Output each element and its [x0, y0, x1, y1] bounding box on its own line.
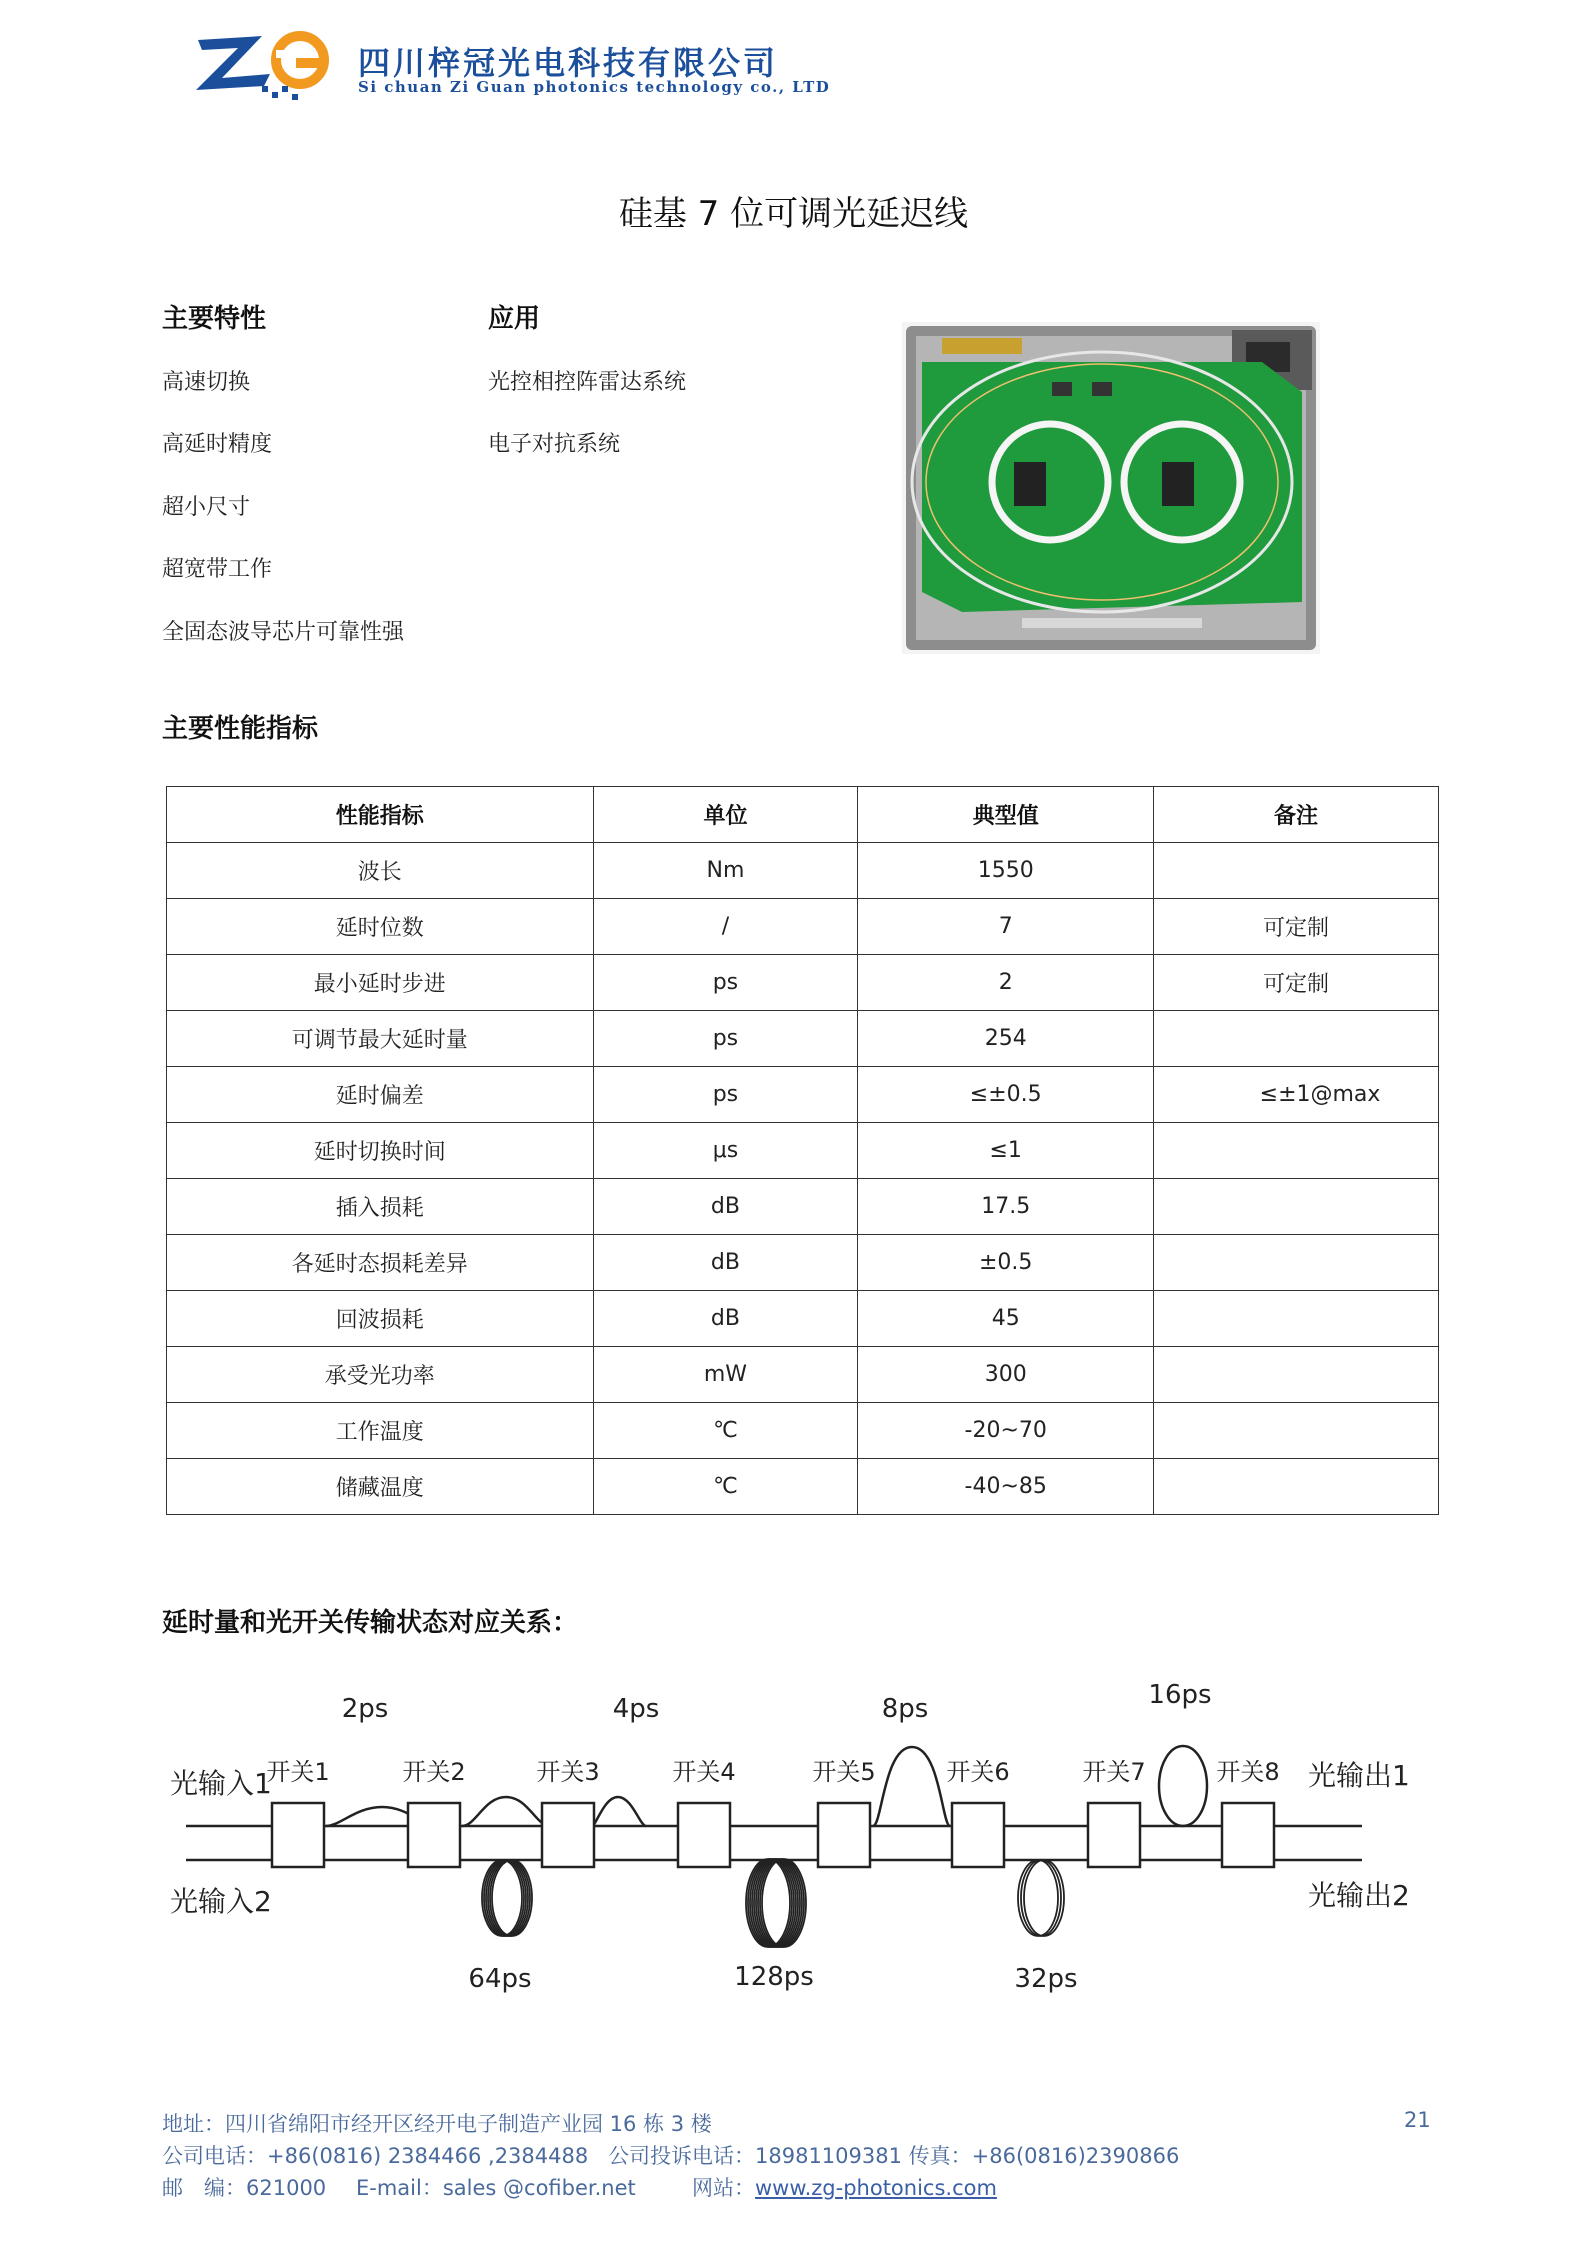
table-cell: 波长 [167, 843, 594, 899]
footer-website [692, 2172, 997, 2202]
switch-label: 开关1 [266, 1758, 330, 1786]
switch-label: 开关6 [946, 1758, 1010, 1786]
switch-box [408, 1803, 460, 1867]
table-cell: ℃ [593, 1403, 858, 1459]
table-cell [1154, 1123, 1439, 1179]
switch-label: 开关2 [402, 1758, 466, 1786]
features-heading: 主要特性 [162, 304, 267, 334]
table-cell: 300 [858, 1347, 1154, 1403]
delay-label: 64ps [468, 1964, 532, 1994]
table-cell [1154, 1403, 1439, 1459]
specs-heading: 主要性能指标 [162, 714, 319, 744]
table-cell: 254 [858, 1011, 1154, 1067]
footer-email: E-mail：sales @cofiber.net [356, 2176, 636, 2200]
feature-item: 全固态波导芯片可靠性强 [162, 620, 405, 645]
switch-box [1088, 1803, 1140, 1867]
company-name-en: Si chuan Zi Guan photonics technology co., LTD [358, 78, 831, 96]
table-cell: ±0.5 [858, 1235, 1154, 1291]
table-row [167, 1347, 1439, 1403]
diagram-heading: 延时量和光开关传输状态对应关系： [162, 1608, 579, 1638]
application-item: 光控相控阵雷达系统 [488, 370, 687, 395]
table-cell: 工作温度 [167, 1403, 594, 1459]
table-cell: 延时偏差 [167, 1067, 594, 1123]
table-cell: 45 [858, 1291, 1154, 1347]
delay-label: 32ps [1014, 1964, 1078, 1994]
table-cell: 最小延时步进 [167, 955, 594, 1011]
website-label: 网站： [692, 2176, 755, 2200]
table-row [167, 1403, 1439, 1459]
table-cell: ps [593, 1067, 858, 1123]
table-cell: μs [593, 1123, 858, 1179]
table-cell: 储藏温度 [167, 1459, 594, 1515]
website-link[interactable]: www.zg-photonics.com [755, 2176, 997, 2200]
switch-label: 开关4 [672, 1758, 736, 1786]
product-photo [902, 322, 1320, 654]
switch-box [818, 1803, 870, 1867]
page-title: 硅基 7 位可调光延迟线 [618, 194, 969, 234]
switch-label: 开关8 [1216, 1758, 1280, 1786]
footer-postcode: 邮 编：621000 [162, 2176, 327, 2200]
table-cell: 延时切换时间 [167, 1123, 594, 1179]
table-row [167, 1123, 1439, 1179]
table-cell: ≤1 [858, 1123, 1154, 1179]
delay-switch-diagram [160, 1655, 1420, 2025]
table-row [167, 1235, 1439, 1291]
table-cell: Nm [593, 843, 858, 899]
switch-box [952, 1803, 1004, 1867]
table-cell [1154, 1291, 1439, 1347]
footer-complaint-fax: 公司投诉电话：18981109381 传真：+86(0816)2390866 [608, 2144, 1180, 2168]
table-row [167, 899, 1439, 955]
input-2-label: 光输入2 [170, 1885, 272, 1918]
table-cell: 可定制 [1154, 899, 1439, 955]
feature-item: 超宽带工作 [162, 557, 273, 582]
switch-label: 开关7 [1082, 1758, 1146, 1786]
company-name-cn: 四川梓冠光电科技有限公司 [358, 44, 779, 82]
table-cell: -40~85 [858, 1459, 1154, 1515]
feature-item: 超小尺寸 [162, 495, 251, 520]
company-logo [192, 30, 344, 105]
table-row [167, 1459, 1439, 1515]
table-cell: 各延时态损耗差异 [167, 1235, 594, 1291]
switch-label: 开关5 [812, 1758, 876, 1786]
table-row [167, 955, 1439, 1011]
column-header: 单位 [593, 787, 858, 843]
table-cell: 插入损耗 [167, 1179, 594, 1235]
table-cell: 回波损耗 [167, 1291, 594, 1347]
column-header: 性能指标 [167, 787, 594, 843]
footer-address: 地址：四川省绵阳市经开区经开电子制造产业园 16 栋 3 楼 [162, 2112, 712, 2136]
table-cell: 承受光功率 [167, 1347, 594, 1403]
delay-label: 8ps [881, 1694, 929, 1724]
table-cell [1154, 1235, 1439, 1291]
delay-label: 16ps [1148, 1680, 1212, 1710]
table-cell: ps [593, 955, 858, 1011]
switch-box [1222, 1803, 1274, 1867]
table-row [167, 843, 1439, 899]
output-2-label: 光输出2 [1308, 1879, 1410, 1912]
column-header: 典型值 [858, 787, 1154, 843]
table-cell [1154, 1347, 1439, 1403]
delay-label: 2ps [341, 1694, 389, 1724]
column-header: 备注 [1154, 787, 1439, 843]
table-header-row [167, 787, 1439, 843]
switch-box [542, 1803, 594, 1867]
switch-box [272, 1803, 324, 1867]
table-row [167, 1067, 1439, 1123]
table-row [167, 1291, 1439, 1347]
table-row [167, 1179, 1439, 1235]
table-cell [1154, 1011, 1439, 1067]
table-cell: 7 [858, 899, 1154, 955]
input-1-label: 光输入1 [170, 1767, 272, 1800]
table-cell: ≤±1@max [1154, 1067, 1439, 1123]
table-cell: mW [593, 1347, 858, 1403]
table-cell: 2 [858, 955, 1154, 1011]
table-cell: dB [593, 1235, 858, 1291]
table-cell: 可调节最大延时量 [167, 1011, 594, 1067]
table-cell: dB [593, 1291, 858, 1347]
feature-item: 高延时精度 [162, 432, 273, 457]
footer-phone: 公司电话：+86(0816) 2384466 ,2384488 [162, 2144, 589, 2168]
table-cell: ≤±0.5 [858, 1067, 1154, 1123]
switch-box [678, 1803, 730, 1867]
table-cell: 1550 [858, 843, 1154, 899]
delay-label: 128ps [734, 1962, 814, 1992]
table-cell: ℃ [593, 1459, 858, 1515]
table-cell [1154, 843, 1439, 899]
table-cell [1154, 1459, 1439, 1515]
table-row [167, 1011, 1439, 1067]
spec-table [166, 786, 1439, 1515]
switch-label: 开关3 [536, 1758, 600, 1786]
table-cell: / [593, 899, 858, 955]
table-cell [1154, 1179, 1439, 1235]
table-cell: 可定制 [1154, 955, 1439, 1011]
table-cell: dB [593, 1179, 858, 1235]
output-1-label: 光输出1 [1308, 1759, 1410, 1792]
table-cell: -20~70 [858, 1403, 1154, 1459]
applications-heading: 应用 [488, 304, 541, 334]
feature-item: 高速切换 [162, 370, 251, 395]
table-cell: ps [593, 1011, 858, 1067]
page-number: 21 [1404, 2108, 1431, 2132]
table-cell: 17.5 [858, 1179, 1154, 1235]
application-item: 电子对抗系统 [488, 432, 621, 457]
table-cell: 延时位数 [167, 899, 594, 955]
delay-label: 4ps [612, 1694, 660, 1724]
